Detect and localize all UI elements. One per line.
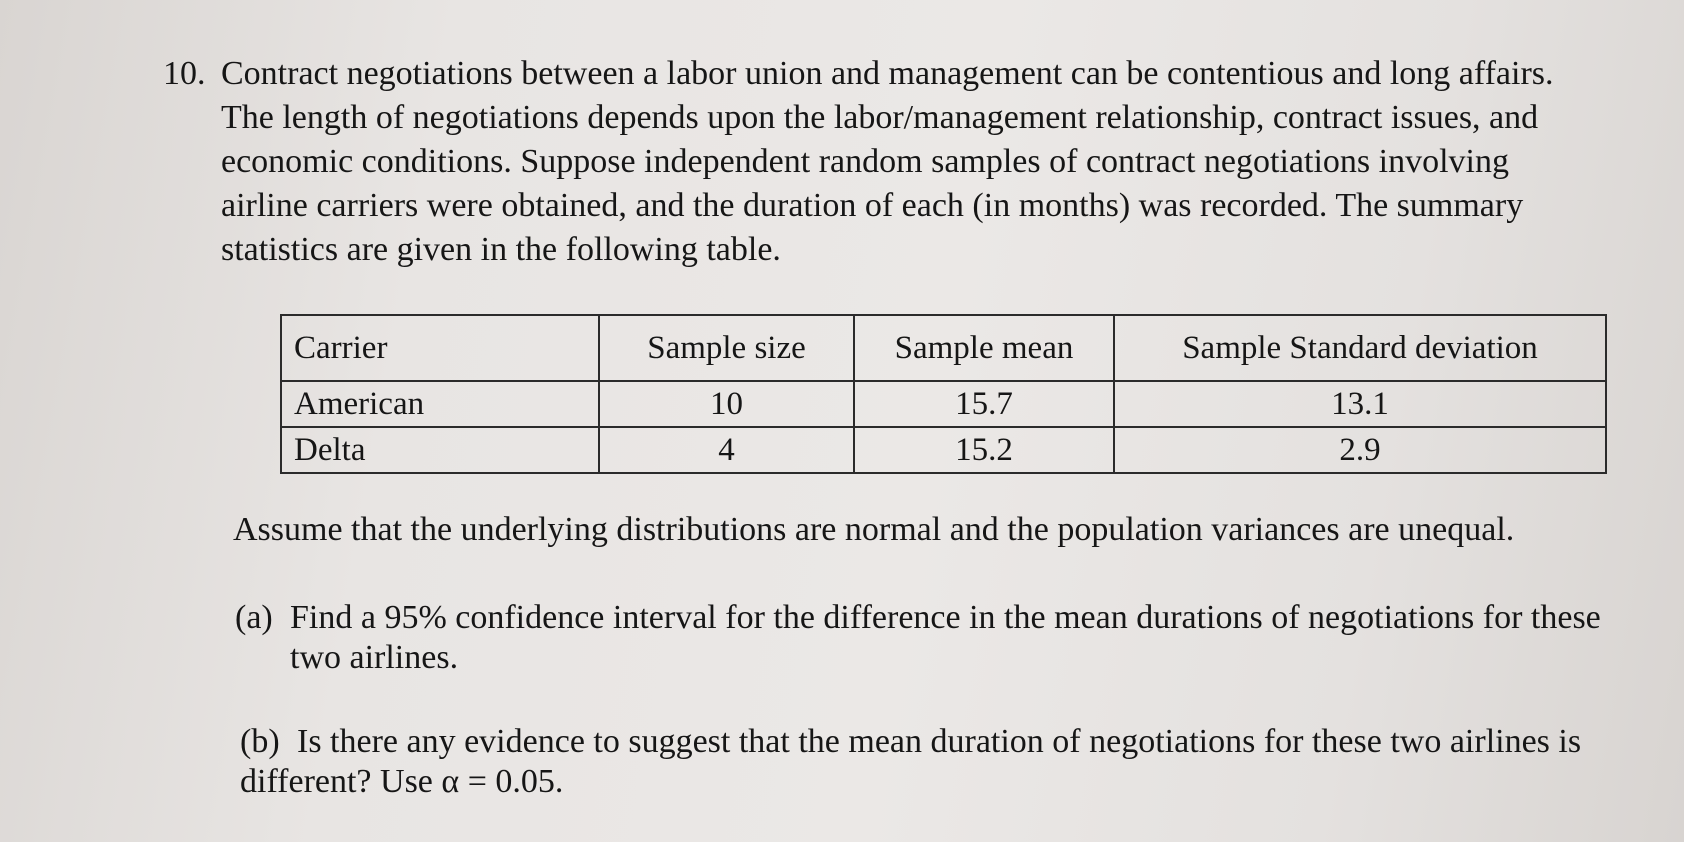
cell-carrier: American: [281, 381, 599, 427]
header-carrier: Carrier: [281, 315, 599, 381]
header-sample-sd: Sample Standard deviation: [1114, 315, 1606, 381]
part-a-text: Find a 95% confidence interval for the difference in the mean durations of negotiations for these two airlines.: [290, 599, 1601, 676]
part-a-label: (a): [235, 599, 273, 636]
table-row: [281, 427, 1606, 473]
cell-sample-sd: 13.1: [1114, 381, 1606, 427]
summary-statistics-table: [280, 314, 1607, 474]
cell-sample-mean: 15.2: [854, 427, 1114, 473]
cell-sample-mean: 15.7: [854, 381, 1114, 427]
question-part-a: [235, 598, 1655, 678]
question-part-b: [240, 722, 1660, 802]
table-row: [281, 381, 1606, 427]
table-header-row: [281, 315, 1606, 381]
cell-sample-size: 10: [599, 381, 854, 427]
header-sample-size: Sample size: [599, 315, 854, 381]
problem-number: 10.: [163, 55, 206, 92]
part-b-label: (b): [240, 723, 280, 760]
header-sample-mean: Sample mean: [854, 315, 1114, 381]
assumption-text: Assume that the underlying distributions are normal and the population variances are unequal.: [233, 511, 1515, 548]
cell-carrier: Delta: [281, 427, 599, 473]
part-b-text: Is there any evidence to suggest that the mean duration of negotiations for these two airlines is different? Use α = 0.05.: [240, 723, 1582, 800]
problem-text: Contract negotiations between a labor union and management can be contentious and long affairs. The length of negotiations depends upon the labor/management relationship, contract issues, and economic conditions. Suppose independent random samples of contract negotiations involving airline carriers were obtained, and the duration of each (in months) was recorded. The summary statistics are given in the following table.: [221, 55, 1554, 268]
problem-statement: [163, 52, 1603, 272]
cell-sample-sd: 2.9: [1114, 427, 1606, 473]
cell-sample-size: 4: [599, 427, 854, 473]
